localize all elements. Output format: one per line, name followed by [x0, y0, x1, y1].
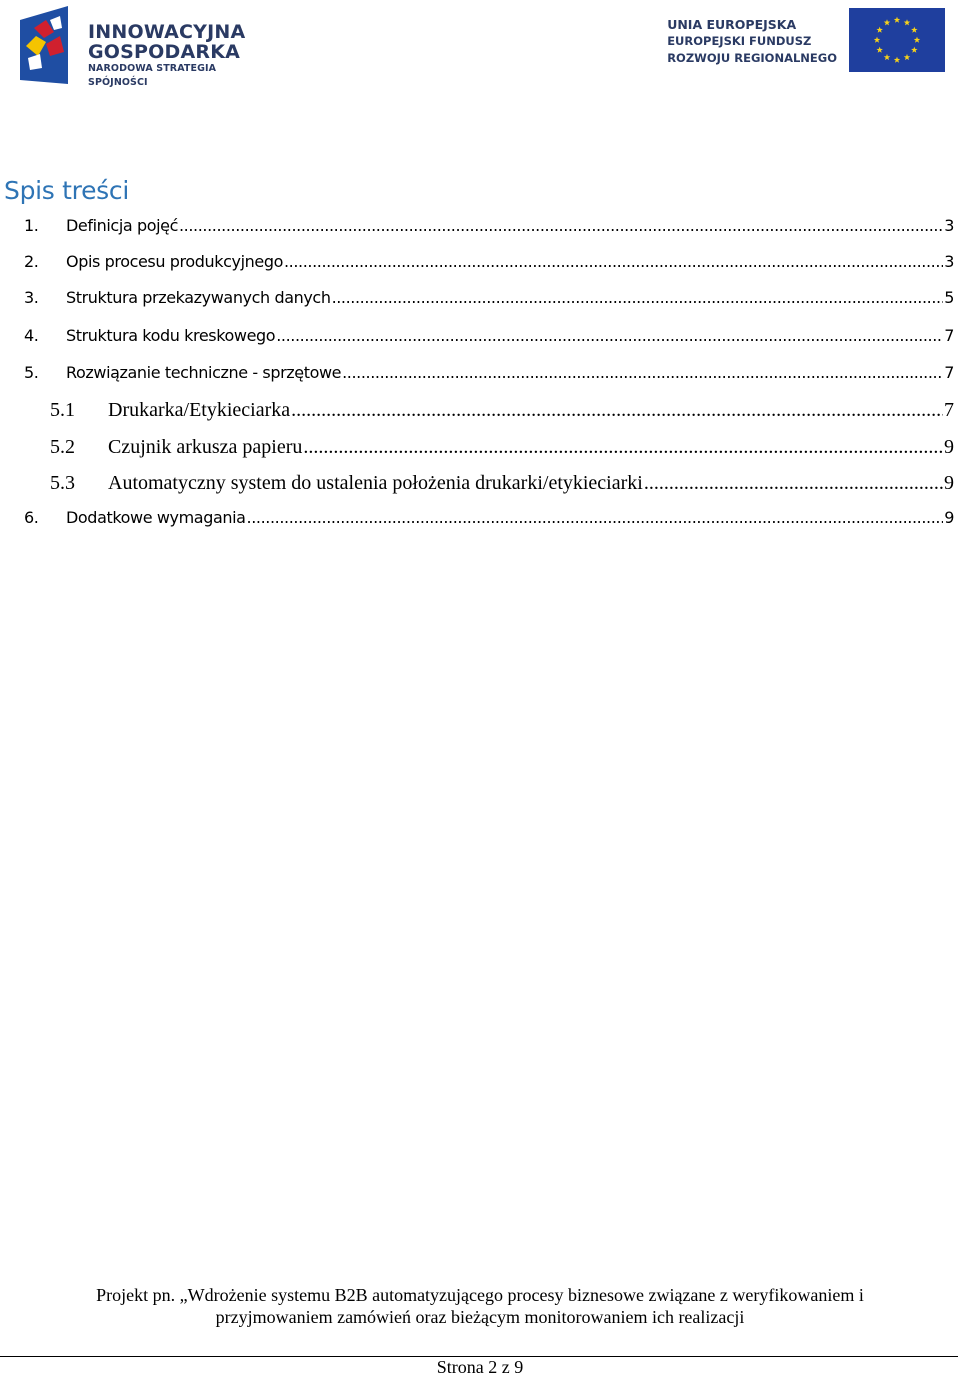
- toc-dot-leader: [332, 288, 944, 307]
- toc-entry-number: 2.: [24, 252, 39, 271]
- toc-heading: Spis treści: [4, 176, 129, 205]
- eu-flag-icon: [849, 8, 945, 72]
- eu-fund-logo: [667, 8, 945, 74]
- toc-entry-number: 5.3: [50, 472, 75, 494]
- toc-entry-number: 5.2: [50, 436, 75, 458]
- toc-entry-5-3[interactable]: [0, 472, 954, 495]
- toc-dot-leader: [342, 363, 943, 382]
- toc-entry-4[interactable]: [0, 326, 954, 345]
- toc-entry-6[interactable]: [0, 508, 954, 527]
- logo-line-nss: NARODOWA STRATEGIA SPÓJNOŚCI: [88, 63, 217, 88]
- toc-dot-leader: [644, 472, 943, 495]
- project-footer-note: [0, 1284, 960, 1328]
- toc-entry-5[interactable]: [0, 363, 954, 382]
- eu-line-unia: UNIA EUROPEJSKA: [667, 17, 797, 32]
- project-footer-line-1: Projekt pn. „Wdrożenie systemu B2B automatyzującego procesy biznesowe związane z weryfikowaniem i: [96, 1285, 864, 1305]
- page-number: Strona 2 z 9: [436, 1357, 524, 1377]
- toc-entry-page: 9: [944, 508, 954, 527]
- toc-entry-title: Dodatkowe wymagania: [66, 508, 246, 527]
- toc-dot-leader: [291, 399, 943, 422]
- toc-entry-number: 5.: [24, 363, 39, 382]
- toc-entry-5-1[interactable]: [0, 399, 954, 422]
- toc-entry-title: Automatyczny system do ustalenia położenia drukarki/etykieciarki: [108, 472, 643, 494]
- toc-entry-page: 7: [944, 326, 954, 345]
- toc-entry-page: 7: [944, 399, 954, 421]
- innowacyjna-gospodarka-emblem-icon: [20, 6, 72, 84]
- toc-entry-number: 3.: [24, 288, 39, 307]
- project-footer-line-2: przyjmowaniem zamówień oraz bieżącym monitorowaniem ich realizacji: [215, 1307, 745, 1327]
- eu-line-fundusz: EUROPEJSKI FUNDUSZ: [667, 34, 812, 48]
- toc-dot-leader: [276, 326, 943, 345]
- toc-entry-2[interactable]: [0, 252, 954, 271]
- toc-entry-number: 5.1: [50, 399, 75, 421]
- toc-entry-title: Drukarka/Etykieciarka: [108, 399, 291, 421]
- toc-entry-page: 3: [944, 252, 954, 271]
- innowacyjna-gospodarka-logo: [20, 6, 270, 86]
- toc-entry-page: 9: [944, 436, 954, 458]
- toc-dot-leader: [303, 436, 943, 459]
- toc-entry-title: Opis procesu produkcyjnego: [66, 252, 283, 271]
- toc-entry-page: 7: [944, 363, 954, 382]
- logo-line-gospodarka: GOSPODARKA: [88, 41, 241, 63]
- eu-line-rozwoju: ROZWOJU REGIONALNEGO: [667, 51, 837, 65]
- toc-entry-title: Struktura kodu kreskowego: [66, 326, 276, 345]
- toc-entry-number: 1.: [24, 216, 39, 235]
- toc-entry-1[interactable]: [0, 216, 954, 235]
- toc-dot-leader: [179, 216, 943, 235]
- toc-entry-page: 5: [944, 288, 954, 307]
- toc-entry-title: Struktura przekazywanych danych: [66, 288, 331, 307]
- toc-entry-page: 3: [944, 216, 954, 235]
- toc-entry-number: 4.: [24, 326, 39, 345]
- toc-entry-title: Definicja pojęć: [66, 216, 178, 235]
- toc-dot-leader: [284, 252, 943, 271]
- toc-entry-number: 6.: [24, 508, 39, 527]
- logo-line-innowacyjna: INNOWACYJNA: [88, 21, 246, 43]
- toc-entry-title: Rozwiązanie techniczne - sprzętowe: [66, 363, 342, 382]
- toc-entry-title: Czujnik arkusza papieru: [108, 436, 303, 458]
- toc-dot-leader: [247, 508, 944, 527]
- toc-entry-3[interactable]: [0, 288, 954, 307]
- toc-entry-page: 9: [944, 472, 954, 494]
- toc-entry-5-2[interactable]: [0, 436, 954, 459]
